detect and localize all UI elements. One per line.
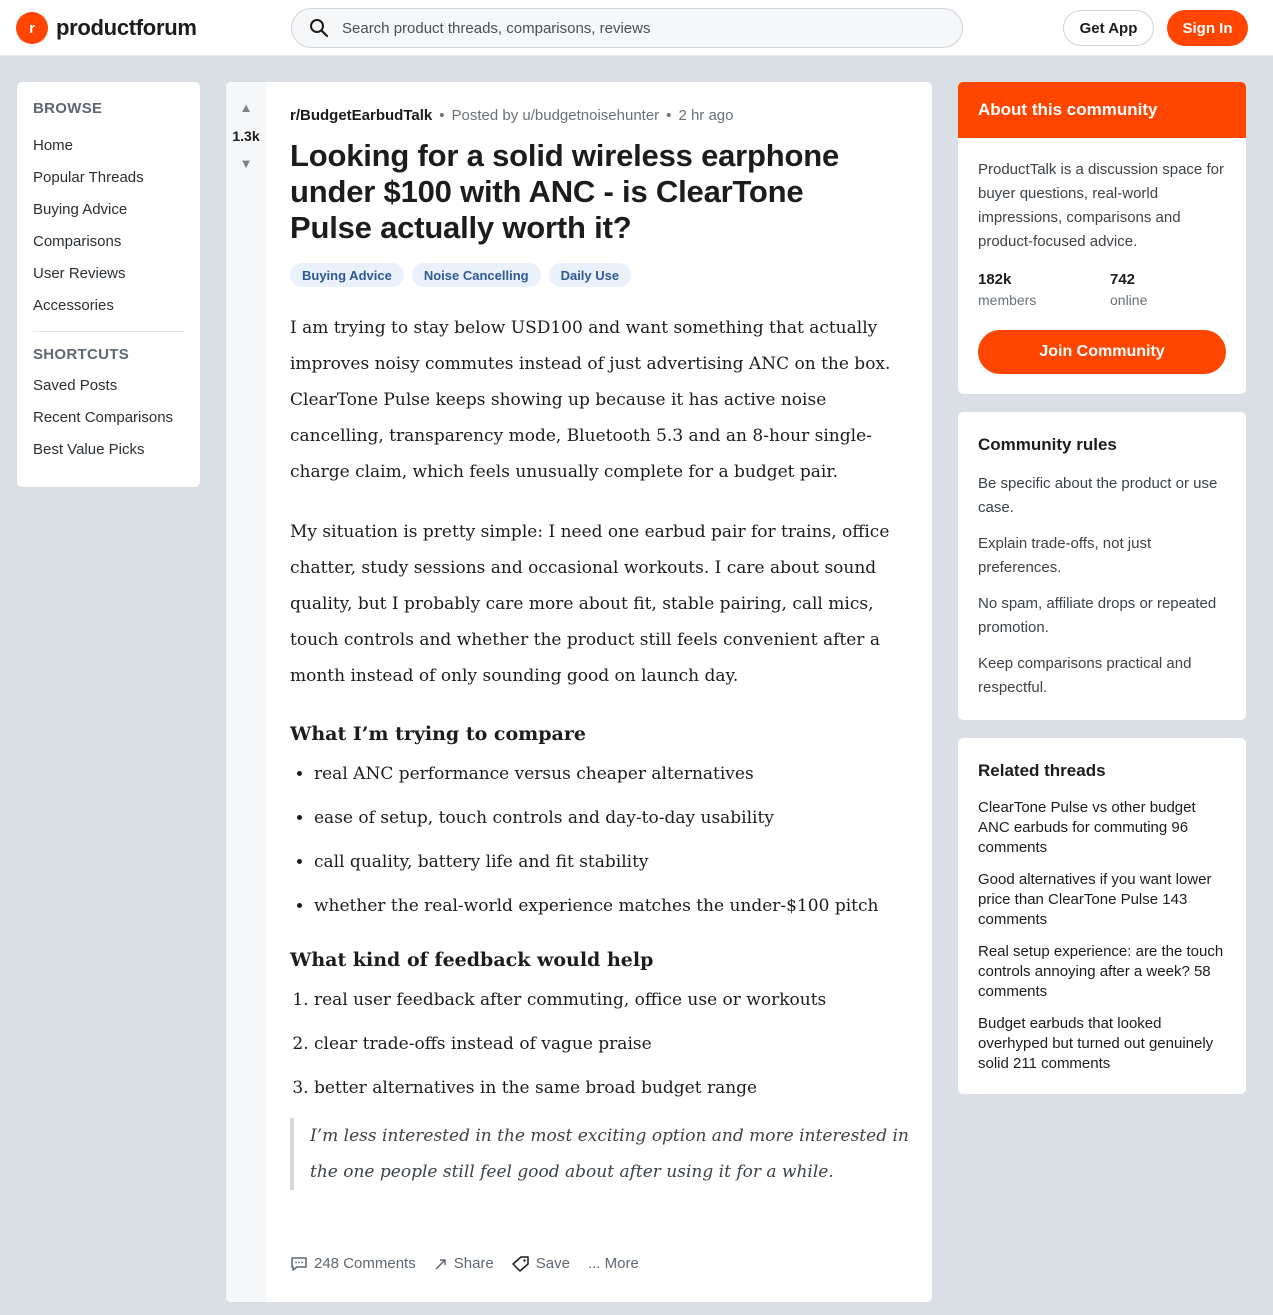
left-navigation (16, 81, 201, 488)
vote-column (226, 82, 266, 1302)
feedback-heading: What kind of feedback would help (290, 949, 654, 971)
post-meta (290, 107, 733, 124)
join-community-button[interactable]: Join Community (978, 330, 1226, 374)
list-item: • whether the real-world experience matches the under-$100 pitch (314, 892, 910, 920)
tag-noise-cancelling[interactable]: Noise Cancelling (412, 263, 541, 287)
post-blockquote: I’m less interested in the most exciting option and more interested in the one people still feel good about after using it for a while. (290, 1118, 910, 1190)
meta-separator: • (439, 107, 445, 124)
post-title: Looking for a solid wireless earphone under $100 with ANC - is ClearTone Pulse actually worth it? (290, 138, 839, 245)
list-item: 3. better alternatives in the same broad budget range (314, 1074, 910, 1102)
nav-item-recent-comparisons[interactable]: Recent Comparisons (33, 408, 174, 426)
rule-item: Explain trade-offs, not just preferences. (978, 535, 1152, 576)
members-count: 182k (978, 271, 1012, 288)
nav-item-home[interactable]: Home (33, 136, 74, 154)
members-label: members (978, 292, 1037, 308)
shortcuts-heading: SHORTCUTS (33, 346, 130, 363)
posted-by[interactable]: Posted by u/budgetnoisehunter (451, 107, 660, 124)
online-label: online (1110, 292, 1148, 308)
related-thread-link[interactable]: ClearTone Pulse vs other budget ANC earbuds for commuting 96 comments (978, 799, 1196, 856)
post-content (290, 310, 910, 1190)
get-app-button[interactable]: Get App (1063, 10, 1154, 46)
share-button[interactable] (434, 1255, 494, 1272)
post-actions (290, 1255, 657, 1272)
more-label: ... More (587, 1255, 639, 1272)
shortcuts-list (33, 369, 184, 465)
comments-button[interactable] (290, 1255, 416, 1272)
list-item: • ease of setup, touch controls and day-to-day usability (314, 804, 910, 832)
nav-divider (33, 331, 184, 332)
subreddit-link[interactable]: r/BudgetEarbudTalk (290, 107, 433, 124)
comments-label: 248 Comments (314, 1255, 416, 1272)
related-threads-card (957, 737, 1247, 1095)
nav-item-popular-threads[interactable]: Popular Threads (33, 168, 144, 186)
upvote-arrow-icon[interactable]: ▲ (239, 100, 253, 115)
share-label: Share (453, 1255, 494, 1272)
nav-item-best-value-picks[interactable]: Best Value Picks (33, 440, 145, 458)
post-paragraph: I am trying to stay below USD100 and want something that actually improves noisy commutes instead of just advertising ANC on the box. ClearTone Pulse keeps showing up because it has active noise cancelling, transparency mode, Bluetooth 5.3 and an 8-hour single-charge claim, which feels unusually complete for a budget pair. (290, 318, 891, 482)
comment-bubble-icon (290, 1256, 308, 1272)
community-stats (978, 270, 1242, 310)
list-item: • real ANC performance versus cheaper alternatives (314, 760, 910, 788)
nav-item-saved-posts[interactable]: Saved Posts (33, 376, 118, 394)
share-arrow-icon (434, 1257, 448, 1271)
more-button[interactable] (588, 1255, 639, 1272)
tag-daily-use[interactable]: Daily Use (549, 263, 632, 287)
related-title: Related threads (978, 761, 1106, 780)
post-tags (290, 263, 631, 287)
sign-in-button[interactable]: Sign In (1167, 10, 1248, 46)
save-label: Save (535, 1255, 570, 1272)
post-time: 2 hr ago (678, 107, 734, 124)
bookmark-tag-icon (512, 1256, 530, 1272)
rule-item: Be specific about the product or use case. (978, 475, 1218, 516)
nav-item-accessories[interactable]: Accessories (33, 296, 114, 314)
list-item: 1. real user feedback after commuting, office use or workouts (314, 986, 910, 1014)
post-paragraph: My situation is pretty simple: I need one earbud pair for trains, office chatter, study sessions and occasional workouts. I care about sound quality, but I probably care more about fit, stable pairing, call mics, touch controls and whether the product still feels convenient after a month instead of only sounding good on launch day. (290, 522, 890, 686)
top-header (0, 0, 1273, 56)
logo-mark-icon: r (16, 12, 48, 44)
search-icon (308, 17, 330, 39)
meta-separator: • (666, 107, 672, 124)
related-list (978, 798, 1226, 1074)
members-stat (978, 270, 1110, 310)
downvote-arrow-icon[interactable]: ▼ (239, 156, 253, 171)
search-bar[interactable] (291, 8, 963, 48)
compare-list (290, 760, 910, 920)
compare-heading: What I’m trying to compare (290, 723, 586, 745)
about-title: About this community (958, 82, 1246, 138)
site-name: productforum (56, 15, 197, 40)
about-description: ProductTalk is a discussion space for buyer questions, real-world impressions, comparisons and product-focused advice. (978, 161, 1224, 250)
list-item: 2. clear trade-offs instead of vague praise (314, 1030, 910, 1058)
search-input[interactable] (342, 20, 902, 37)
rule-item: No spam, affiliate drops or repeated promotion. (978, 595, 1217, 636)
list-item: • call quality, battery life and fit stability (314, 848, 910, 876)
rule-item: Keep comparisons practical and respectful. (978, 655, 1192, 696)
related-thread-link[interactable]: Good alternatives if you want lower price than ClearTone Pulse 143 comments (978, 871, 1212, 928)
browse-list (33, 129, 184, 321)
community-rules-card (957, 411, 1247, 721)
vote-count: 1.3k (232, 128, 260, 144)
browse-heading: BROWSE (33, 100, 103, 117)
feedback-list (290, 986, 910, 1102)
tag-buying-advice[interactable]: Buying Advice (290, 263, 404, 287)
site-logo[interactable] (16, 12, 197, 44)
rules-title: Community rules (978, 435, 1117, 454)
nav-item-buying-advice[interactable]: Buying Advice (33, 200, 128, 218)
related-thread-link[interactable]: Budget earbuds that looked overhyped but turned out genuinely solid 211 comments (978, 1015, 1214, 1072)
about-community-card (957, 81, 1247, 395)
rules-list (978, 472, 1226, 700)
post-card (225, 81, 933, 1303)
nav-item-user-reviews[interactable]: User Reviews (33, 264, 126, 282)
nav-item-comparisons[interactable]: Comparisons (33, 232, 122, 250)
related-thread-link[interactable]: Real setup experience: are the touch controls annoying after a week? 58 comments (978, 943, 1224, 1000)
online-stat (1110, 270, 1242, 310)
save-button[interactable] (512, 1255, 570, 1272)
online-count: 742 (1110, 271, 1136, 288)
